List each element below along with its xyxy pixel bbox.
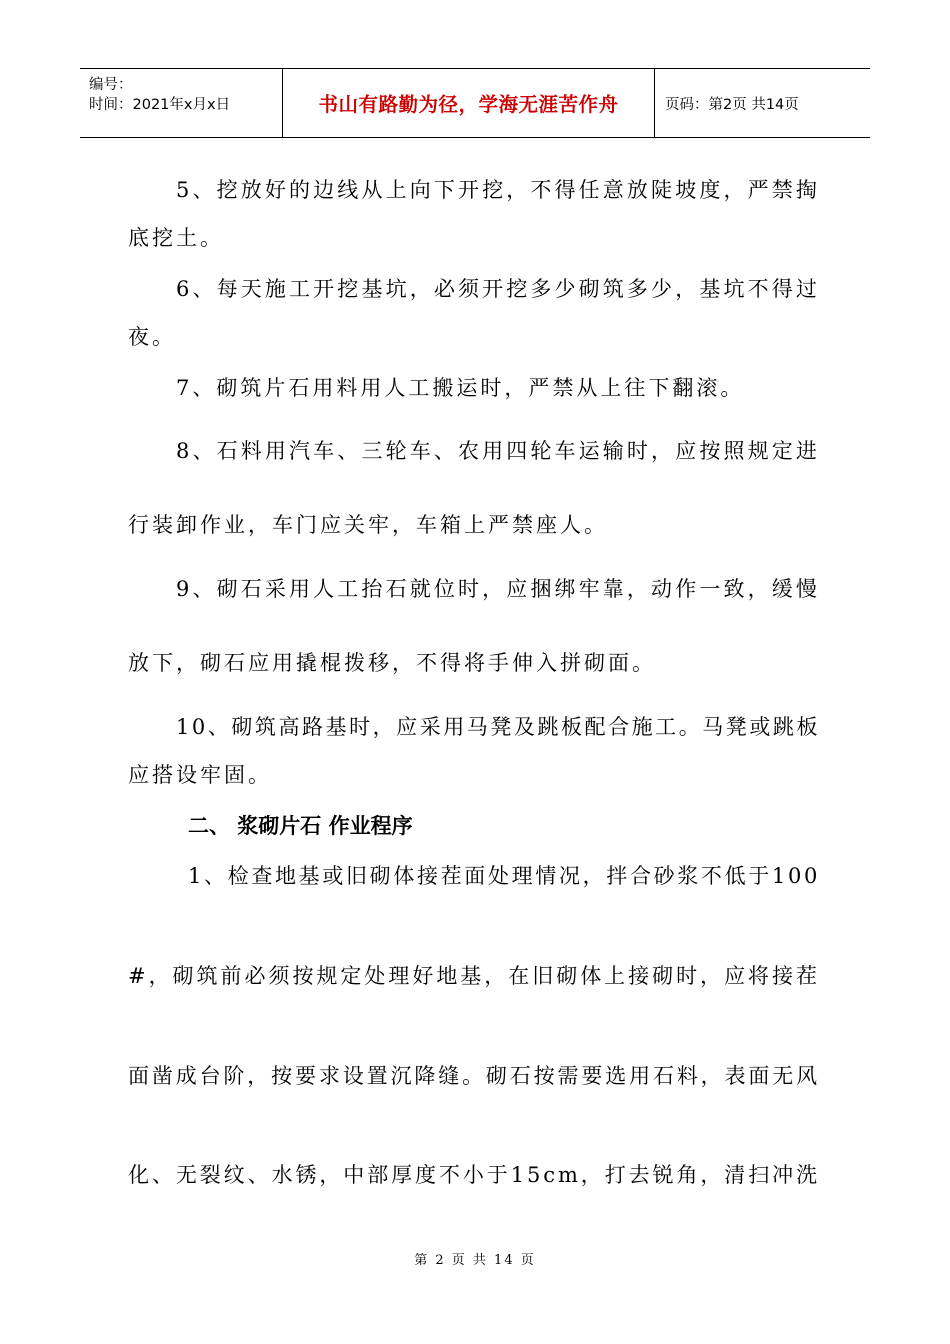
body-line: 放下，砌石应用撬棍拨移，不得将手伸入拼砌面。 (128, 651, 656, 675)
header-motto: 书山有路勤为径，学海无涯苦作舟 (318, 93, 619, 116)
body-line: 7、砌筑片石用料用人工搬运时，严禁从上往下翻滚。 (176, 376, 745, 400)
body-line: 底挖土。 (128, 226, 224, 250)
body-line: 面凿成台阶，按要求设置沉降缝。砌石按需要选用石料，表面无风 (128, 1064, 820, 1088)
body-line: 行装卸作业，车门应关牢，车箱上严禁座人。 (128, 513, 608, 537)
header-page-cell (655, 69, 870, 137)
document-header (80, 68, 870, 138)
body-line: 应搭设牢固。 (128, 763, 272, 787)
body-line: 9、砌石采用人工抬石就位时，应捆绑牢靠，动作一致，缓慢 (176, 577, 820, 601)
body-line: 8、石料用汽车、三轮车、农用四轮车运输时，应按照规定进 (176, 439, 820, 463)
header-meta-cell (80, 69, 283, 137)
body-line: 1、检查地基或旧砌体接茬面处理情况，拌合砂浆不低于100 (188, 864, 820, 888)
document-number-label: 编号： (89, 77, 133, 93)
header-motto-cell (283, 69, 655, 137)
body-line: 5、挖放好的边线从上向下开挖，不得任意放陡坡度，严禁掏 (176, 178, 820, 202)
body-line: 夜。 (128, 325, 176, 349)
body-line: 6、每天施工开挖基坑，必须开挖多少砌筑多少，基坑不得过 (176, 277, 820, 301)
body-line: 化、无裂纹、水锈，中部厚度不小于15cm，打去锐角，清扫冲洗 (128, 1163, 820, 1187)
header-page-info: 页码：第2页 共14页 (665, 96, 799, 113)
document-date: 时间：2021年x月x日 (89, 97, 231, 113)
body-line: 10、砌筑高路基时，应采用马凳及跳板配合施工。马凳或跳板 (176, 715, 820, 739)
page-footer: 第 2 页 共 14 页 (414, 1253, 536, 1268)
body-line: #，砌筑前必须按规定处理好地基，在旧砌体上接砌时，应将接茬 (128, 964, 820, 988)
section-heading: 二、 浆砌片石 作业程序 (188, 814, 413, 838)
